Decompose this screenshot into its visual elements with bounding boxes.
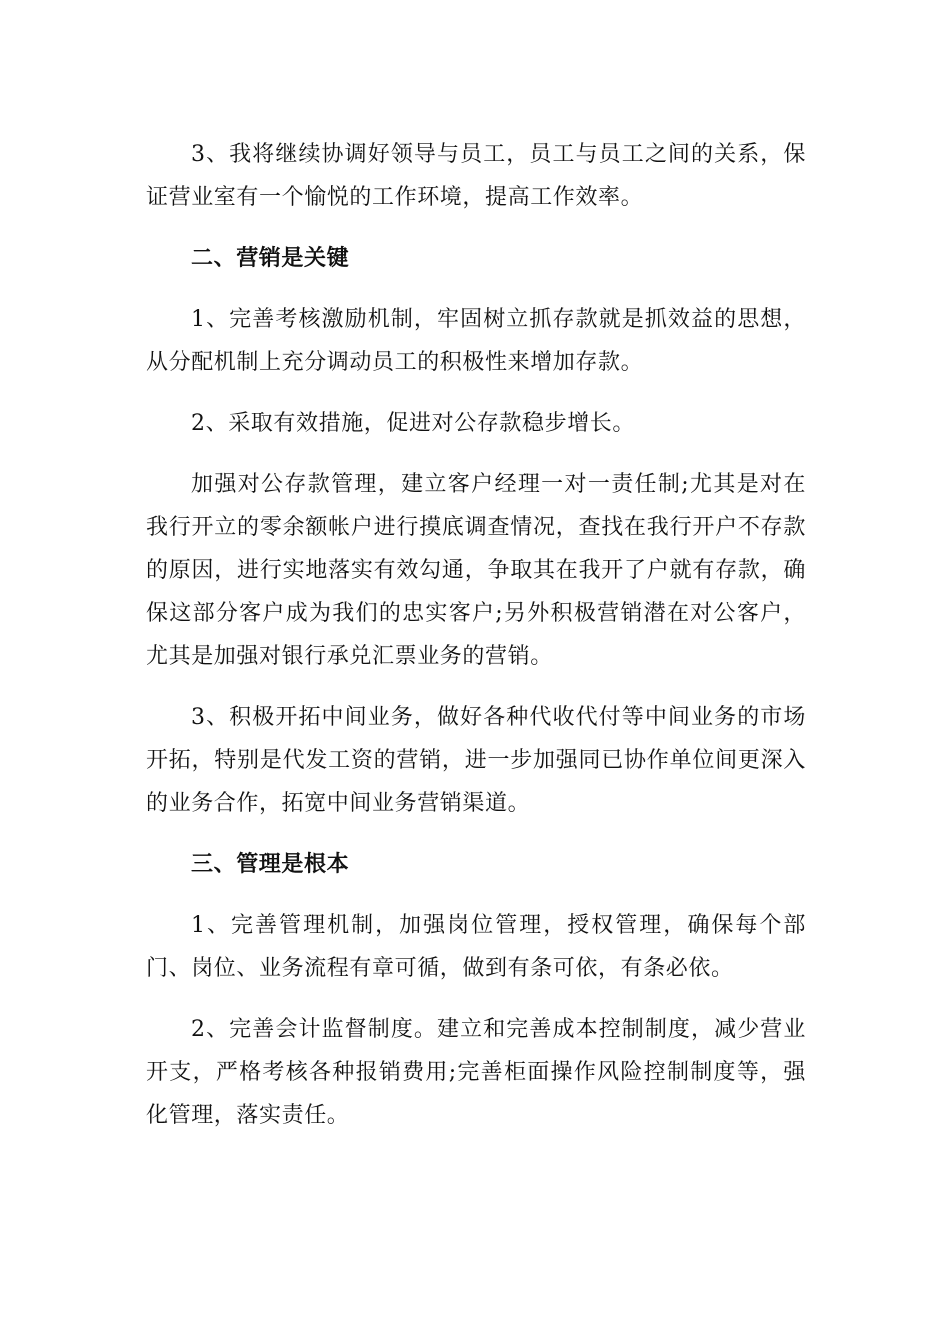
section-heading-management: 三、管理是根本 <box>191 851 350 877</box>
paragraph-corporate-deposits: 2、采取有效措施，促进对公存款稳步增长。 <box>191 411 635 436</box>
paragraph-deposit-management: 加强对公存款管理，建立客户经理一对一责任制;尤其是对在我行开立的零余额帐户进行摸底调查情况，查找在我行开户不存款的原因，进行实地落实有效勾通，争取其在我开了户就有存款，确保这部分客户成为我们的忠实客户;另外积极营销潜在对公客户，尤其是加强对银行承兑汇票业务的营销。 <box>146 472 806 669</box>
paragraph-management-mechanism: 1、完善管理机制，加强岗位管理，授权管理，确保每个部门、岗位、业务流程有章可循，做到有条可依，有条必依。 <box>146 913 806 981</box>
paragraph-accounting-supervision: 2、完善会计监督制度。建立和完善成本控制制度，减少营业开支，严格考核各种报销费用;完善柜面操作风险控制制度等，强化管理，落实责任。 <box>146 1017 806 1128</box>
paragraph-incentive-mechanism: 1、完善考核激励机制，牢固树立抓存款就是抓效益的思想，从分配机制上充分调动员工的积极性来增加存款。 <box>146 307 806 375</box>
paragraph-intermediary-business: 3、积极开拓中间业务，做好各种代收代付等中间业务的市场开拓，特别是代发工资的营销，进一步加强同已协作单位间更深入的业务合作，拓宽中间业务营销渠道。 <box>146 705 806 816</box>
section-heading-marketing: 二、营销是关键 <box>191 245 350 271</box>
paragraph-coordination: 3、我将继续协调好领导与员工，员工与员工之间的关系，保证营业室有一个愉悦的工作环境，提高工作效率。 <box>146 142 806 210</box>
document-body <box>146 133 806 1155</box>
